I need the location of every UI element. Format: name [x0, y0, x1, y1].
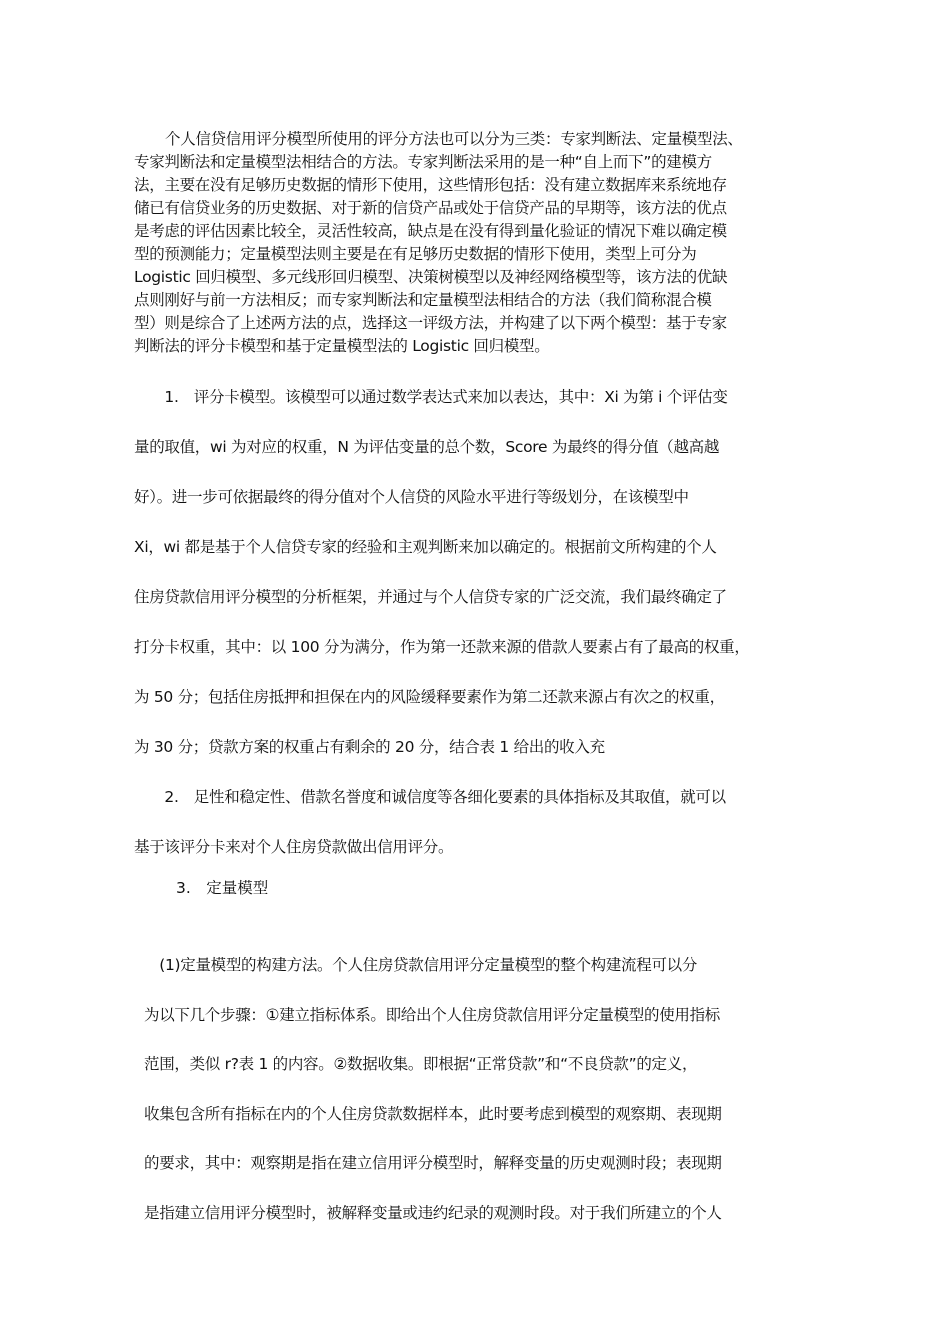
- text-line: 好）。进一步可依据最终的得分值对个人信贷的风险水平进行等级划分，在该模型中: [134, 488, 689, 506]
- text-line: 为 50 分；包括住房抵押和担保在内的风险缓释要素作为第二还款来源占有次之的权重，: [134, 688, 725, 706]
- text-line: 打分卡权重，其中：以 100 分为满分，作为第一还款来源的借款人要素占有了最高的权重，: [134, 638, 750, 656]
- scorecard-section: [134, 372, 818, 872]
- text-line: 量的取值，wi 为对应的权重，N 为评估变量的总个数，Score 为最终的得分值（越高越: [134, 438, 720, 456]
- text-line: 范围，类似 r?表 1 的内容。②数据收集。即根据“正常贷款”和“不良贷款”的定义，: [144, 1055, 698, 1073]
- text-line: 判断法的评分卡模型和基于定量模型法的 Logistic 回归模型。: [134, 337, 550, 355]
- text-line: 为 30 分；贷款方案的权重占有剩余的 20 分，结合表 1 给出的收入充: [134, 738, 605, 756]
- text-line: Xi，wi 都是基于个人信贷专家的经验和主观判断来加以确定的。根据前文所构建的个人: [134, 538, 717, 556]
- intro-paragraph: [134, 128, 818, 358]
- text-line: 法，主要在没有足够历史数据的情形下使用，这些情形包括：没有建立数据库来系统地存: [134, 176, 727, 194]
- text-line: 储已有信贷业务的历史数据、对于新的信贷产品或处于信贷产品的早期等，该方法的优点: [134, 199, 727, 217]
- text-line: 个人信贷信用评分模型所使用的评分方法也可以分为三类：专家判断法、定量模型法、: [165, 130, 743, 148]
- text-line: 为以下几个步骤：①建立指标体系。即给出个人住房贷款信用评分定量模型的使用指标: [144, 1005, 720, 1024]
- text-line: 的要求，其中：观察期是指在建立信用评分模型时，解释变量的历史观测时段；表现期: [144, 1154, 722, 1172]
- text-line: (1)定量模型的构建方法。个人住房贷款信用评分定量模型的整个构建流程可以分: [144, 956, 698, 974]
- text-line: 专家判断法和定量模型法相结合的方法。专家判断法采用的是一种“自上而下”的建模方: [134, 153, 712, 171]
- text-line: 2. 足性和稳定性、借款名誉度和诚信度等各细化要素的具体指标及其取值，就可以: [134, 788, 726, 806]
- text-line: 型）则是综合了上述两方法的点，选择这一评级方法，并构建了以下两个模型：基于专家: [134, 314, 727, 332]
- text-line: 基于该评分卡来对个人住房贷款做出信用评分。: [134, 838, 454, 856]
- text-line: 住房贷款信用评分模型的分析框架，并通过与个人信贷专家的广泛交流，我们最终确定了: [134, 588, 727, 606]
- text-line: 收集包含所有指标在内的个人住房贷款数据样本，此时要考虑到模型的观察期、表现期: [144, 1104, 722, 1123]
- text-line: 点则刚好与前一方法相反；而专家判断法和定量模型法相结合的方法（我们简称混合模: [134, 291, 712, 309]
- quantitative-model-paragraph: [144, 941, 818, 1238]
- text-line: Logistic 回归模型、多元线形回归模型、决策树模型以及神经网络模型等，该方法的优缺: [134, 268, 728, 286]
- text-line: 1. 评分卡模型。该模型可以通过数学表达式来加以表达，其中：Xi 为第 i 个评估变: [134, 388, 728, 406]
- text-line: 是考虑的评估因素比较全，灵活性较高，缺点是在没有得到量化验证的情况下难以确定模: [134, 222, 727, 240]
- text-line: 是指建立信用评分模型时，被解释变量或违约纪录的观测时段。对于我们所建立的个人: [144, 1203, 722, 1222]
- text-line: 型的预测能力；定量模型法则主要是在有足够历史数据的情形下使用，类型上可分为: [134, 245, 697, 263]
- section-heading-quantitative-model: 3. 定量模型: [176, 879, 269, 897]
